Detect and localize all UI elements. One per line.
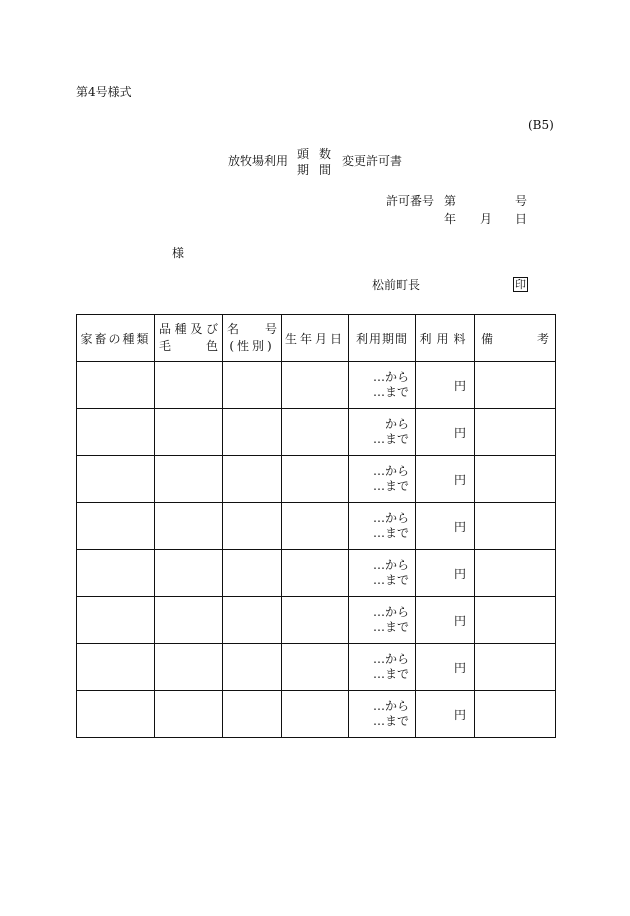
cell-breed-color[interactable]	[155, 503, 223, 550]
period-from: …から	[372, 605, 409, 619]
date-year-label: 年	[444, 212, 457, 226]
fee-unit: 円	[453, 472, 466, 487]
cell-name-sex[interactable]	[223, 644, 282, 691]
cell-remarks[interactable]	[475, 503, 556, 550]
period-from: …から	[372, 511, 409, 525]
cell-name-sex[interactable]	[223, 691, 282, 738]
cell-birth-date[interactable]	[282, 691, 349, 738]
cell-remarks[interactable]	[475, 550, 556, 597]
header-breed-char: 品	[159, 322, 172, 336]
cell-breed-color[interactable]	[155, 456, 223, 503]
cell-name-sex[interactable]	[223, 550, 282, 597]
header-sex: (性別)	[229, 339, 275, 353]
title-option-headcount: 頭数	[297, 147, 342, 161]
cell-name-sex[interactable]	[223, 362, 282, 409]
table-header-row	[77, 315, 556, 362]
paper-size-label: (B5)	[528, 118, 554, 132]
cell-livestock-type[interactable]	[77, 409, 155, 456]
cell-fee[interactable]	[416, 456, 475, 503]
cell-livestock-type[interactable]	[77, 456, 155, 503]
date-day-label: 日	[515, 212, 528, 226]
seal-mark: 印	[515, 278, 526, 291]
table-row	[77, 503, 556, 550]
header-name-char: 号	[264, 322, 277, 336]
cell-birth-date[interactable]	[282, 362, 349, 409]
cell-remarks[interactable]	[475, 456, 556, 503]
cell-period[interactable]	[349, 550, 416, 597]
cell-livestock-type[interactable]	[77, 550, 155, 597]
cell-period[interactable]	[349, 362, 416, 409]
fee-unit: 円	[453, 660, 466, 675]
cell-fee[interactable]	[416, 409, 475, 456]
period-from: …から	[372, 699, 409, 713]
permit-number-label: 許可番号	[386, 194, 435, 208]
period-to: …まで	[372, 620, 409, 634]
cell-name-sex[interactable]	[223, 503, 282, 550]
fee-unit: 円	[453, 707, 466, 722]
cell-period[interactable]	[349, 691, 416, 738]
period-to: …まで	[372, 667, 409, 681]
period-to: …まで	[372, 714, 409, 728]
fee-unit: 円	[453, 425, 466, 440]
fee-unit: 円	[453, 566, 466, 581]
cell-fee[interactable]	[416, 503, 475, 550]
header-name-sex	[223, 315, 282, 362]
livestock-table	[76, 314, 556, 738]
period-to: …まで	[372, 573, 409, 587]
cell-period[interactable]	[349, 409, 416, 456]
header-livestock-type: 家畜の種類	[77, 315, 155, 362]
cell-fee[interactable]	[416, 362, 475, 409]
cell-remarks[interactable]	[475, 644, 556, 691]
date-month-label: 月	[480, 212, 493, 226]
header-color-char: 毛	[159, 339, 172, 353]
cell-breed-color[interactable]	[155, 691, 223, 738]
cell-fee[interactable]	[416, 597, 475, 644]
header-name-char: 名	[227, 322, 240, 336]
cell-breed-color[interactable]	[155, 409, 223, 456]
table-row	[77, 550, 556, 597]
cell-fee[interactable]	[416, 644, 475, 691]
cell-birth-date[interactable]	[282, 456, 349, 503]
permit-number-suffix: 号	[515, 194, 528, 208]
title-suffix: 変更許可書	[342, 154, 403, 168]
header-breed-char: び	[205, 322, 218, 336]
cell-period[interactable]	[349, 597, 416, 644]
period-to: …まで	[372, 479, 409, 493]
header-remarks	[475, 315, 556, 362]
fee-unit: 円	[453, 519, 466, 534]
cell-birth-date[interactable]	[282, 597, 349, 644]
table-row	[77, 691, 556, 738]
cell-fee[interactable]	[416, 550, 475, 597]
cell-breed-color[interactable]	[155, 550, 223, 597]
table-row	[77, 409, 556, 456]
cell-period[interactable]	[349, 456, 416, 503]
period-from: …から	[372, 652, 409, 666]
cell-period[interactable]	[349, 644, 416, 691]
header-color-char: 色	[205, 339, 218, 353]
period-to: …まで	[372, 526, 409, 540]
cell-name-sex[interactable]	[223, 597, 282, 644]
period-from: …から	[372, 464, 409, 478]
cell-livestock-type[interactable]	[77, 691, 155, 738]
period-to: …まで	[372, 385, 409, 399]
header-breed-char: 種	[174, 322, 187, 336]
cell-birth-date[interactable]	[282, 644, 349, 691]
header-birth-date: 生年月日	[282, 315, 349, 362]
cell-period[interactable]	[349, 503, 416, 550]
cell-remarks[interactable]	[475, 409, 556, 456]
recipient-honorific: 様	[172, 246, 185, 260]
table-row	[77, 362, 556, 409]
table-row	[77, 644, 556, 691]
table-row	[77, 456, 556, 503]
period-from: …から	[372, 558, 409, 572]
cell-livestock-type[interactable]	[77, 503, 155, 550]
cell-birth-date[interactable]	[282, 409, 349, 456]
period-from: …から	[372, 370, 409, 384]
cell-breed-color[interactable]	[155, 362, 223, 409]
fee-unit: 円	[453, 613, 466, 628]
cell-breed-color[interactable]	[155, 597, 223, 644]
header-remarks-left: 備	[481, 331, 494, 346]
cell-livestock-type[interactable]	[77, 597, 155, 644]
cell-birth-date[interactable]	[282, 503, 349, 550]
cell-birth-date[interactable]	[282, 550, 349, 597]
cell-remarks[interactable]	[475, 362, 556, 409]
header-breed-char: 及	[190, 322, 203, 336]
fee-unit: 円	[453, 378, 466, 393]
form-number: 第4号様式	[76, 85, 132, 99]
header-fee: 利用料	[416, 315, 475, 362]
period-to: …まで	[372, 432, 409, 446]
period-from: から	[384, 417, 409, 431]
cell-fee[interactable]	[416, 691, 475, 738]
header-remarks-right: 考	[536, 331, 549, 346]
cell-breed-color[interactable]	[155, 644, 223, 691]
cell-livestock-type[interactable]	[77, 644, 155, 691]
issuer-name: 松前町長	[372, 278, 421, 292]
header-period: 利用期間	[349, 315, 416, 362]
table-row	[77, 597, 556, 644]
header-breed-color	[155, 315, 223, 362]
permit-number-prefix: 第	[444, 194, 457, 208]
cell-name-sex[interactable]	[223, 409, 282, 456]
cell-remarks[interactable]	[475, 597, 556, 644]
title-option-period: 期間	[297, 163, 342, 177]
cell-name-sex[interactable]	[223, 456, 282, 503]
cell-livestock-type[interactable]	[77, 362, 155, 409]
title-prefix: 放牧場利用	[228, 154, 289, 168]
cell-remarks[interactable]	[475, 691, 556, 738]
